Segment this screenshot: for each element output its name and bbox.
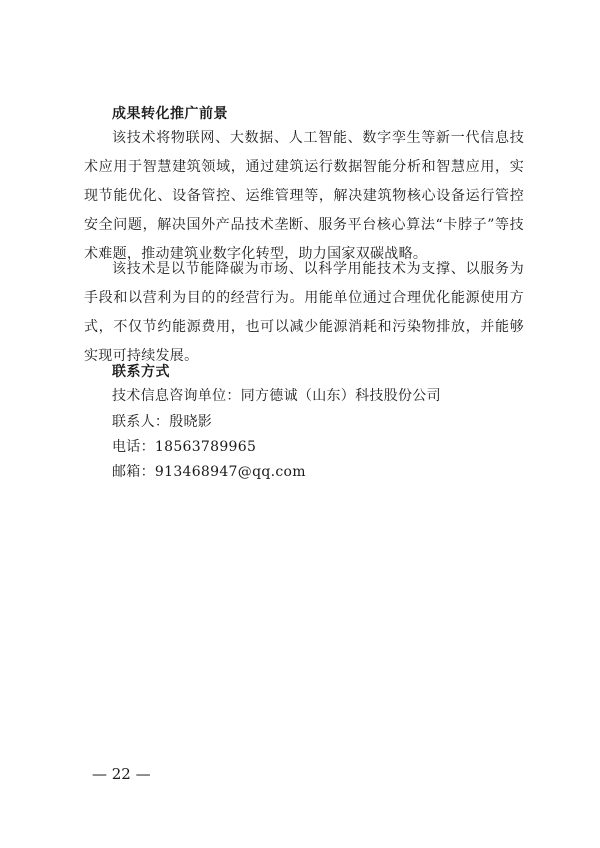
contact-person: 联系人：殷晓影 [112, 414, 213, 430]
contact-email: 邮箱：913468947@qq.com [112, 464, 306, 480]
contact-unit: 技术信息咨询单位：同方德诚（山东）科技股份公司 [112, 388, 441, 404]
contact-phone: 电话：18563789965 [112, 439, 257, 455]
paragraph-promotion-1: 该技术将物联网、大数据、人工智能、数字孪生等新一代信息技术应用于智慧建筑领域，通过建筑运行数据智能分析和智慧应用，实现节能优化、设备管控、运维管理等，解决建筑物核心设备运行管控安全问题，解决国外产品技术垄断、服务平台核心算法“卡脖子”等技术难题，推动建筑业数字化转型，助力国家双碳战略。 [84, 130, 524, 262]
paragraph-promotion-2: 该技术是以节能降碳为市场、以科学用能技术为支撑、以服务为手段和以营利为目的的经营行为。用能单位通过合理优化能源使用方式，不仅节约能源费用，也可以减少能源消耗和污染物排放，并能够实现可持续发展。 [84, 261, 524, 364]
section-heading-contact: 联系方式 [112, 364, 170, 380]
section-heading-promotion: 成果转化推广前景 [112, 106, 228, 122]
page-number: — 22 — [92, 765, 151, 783]
